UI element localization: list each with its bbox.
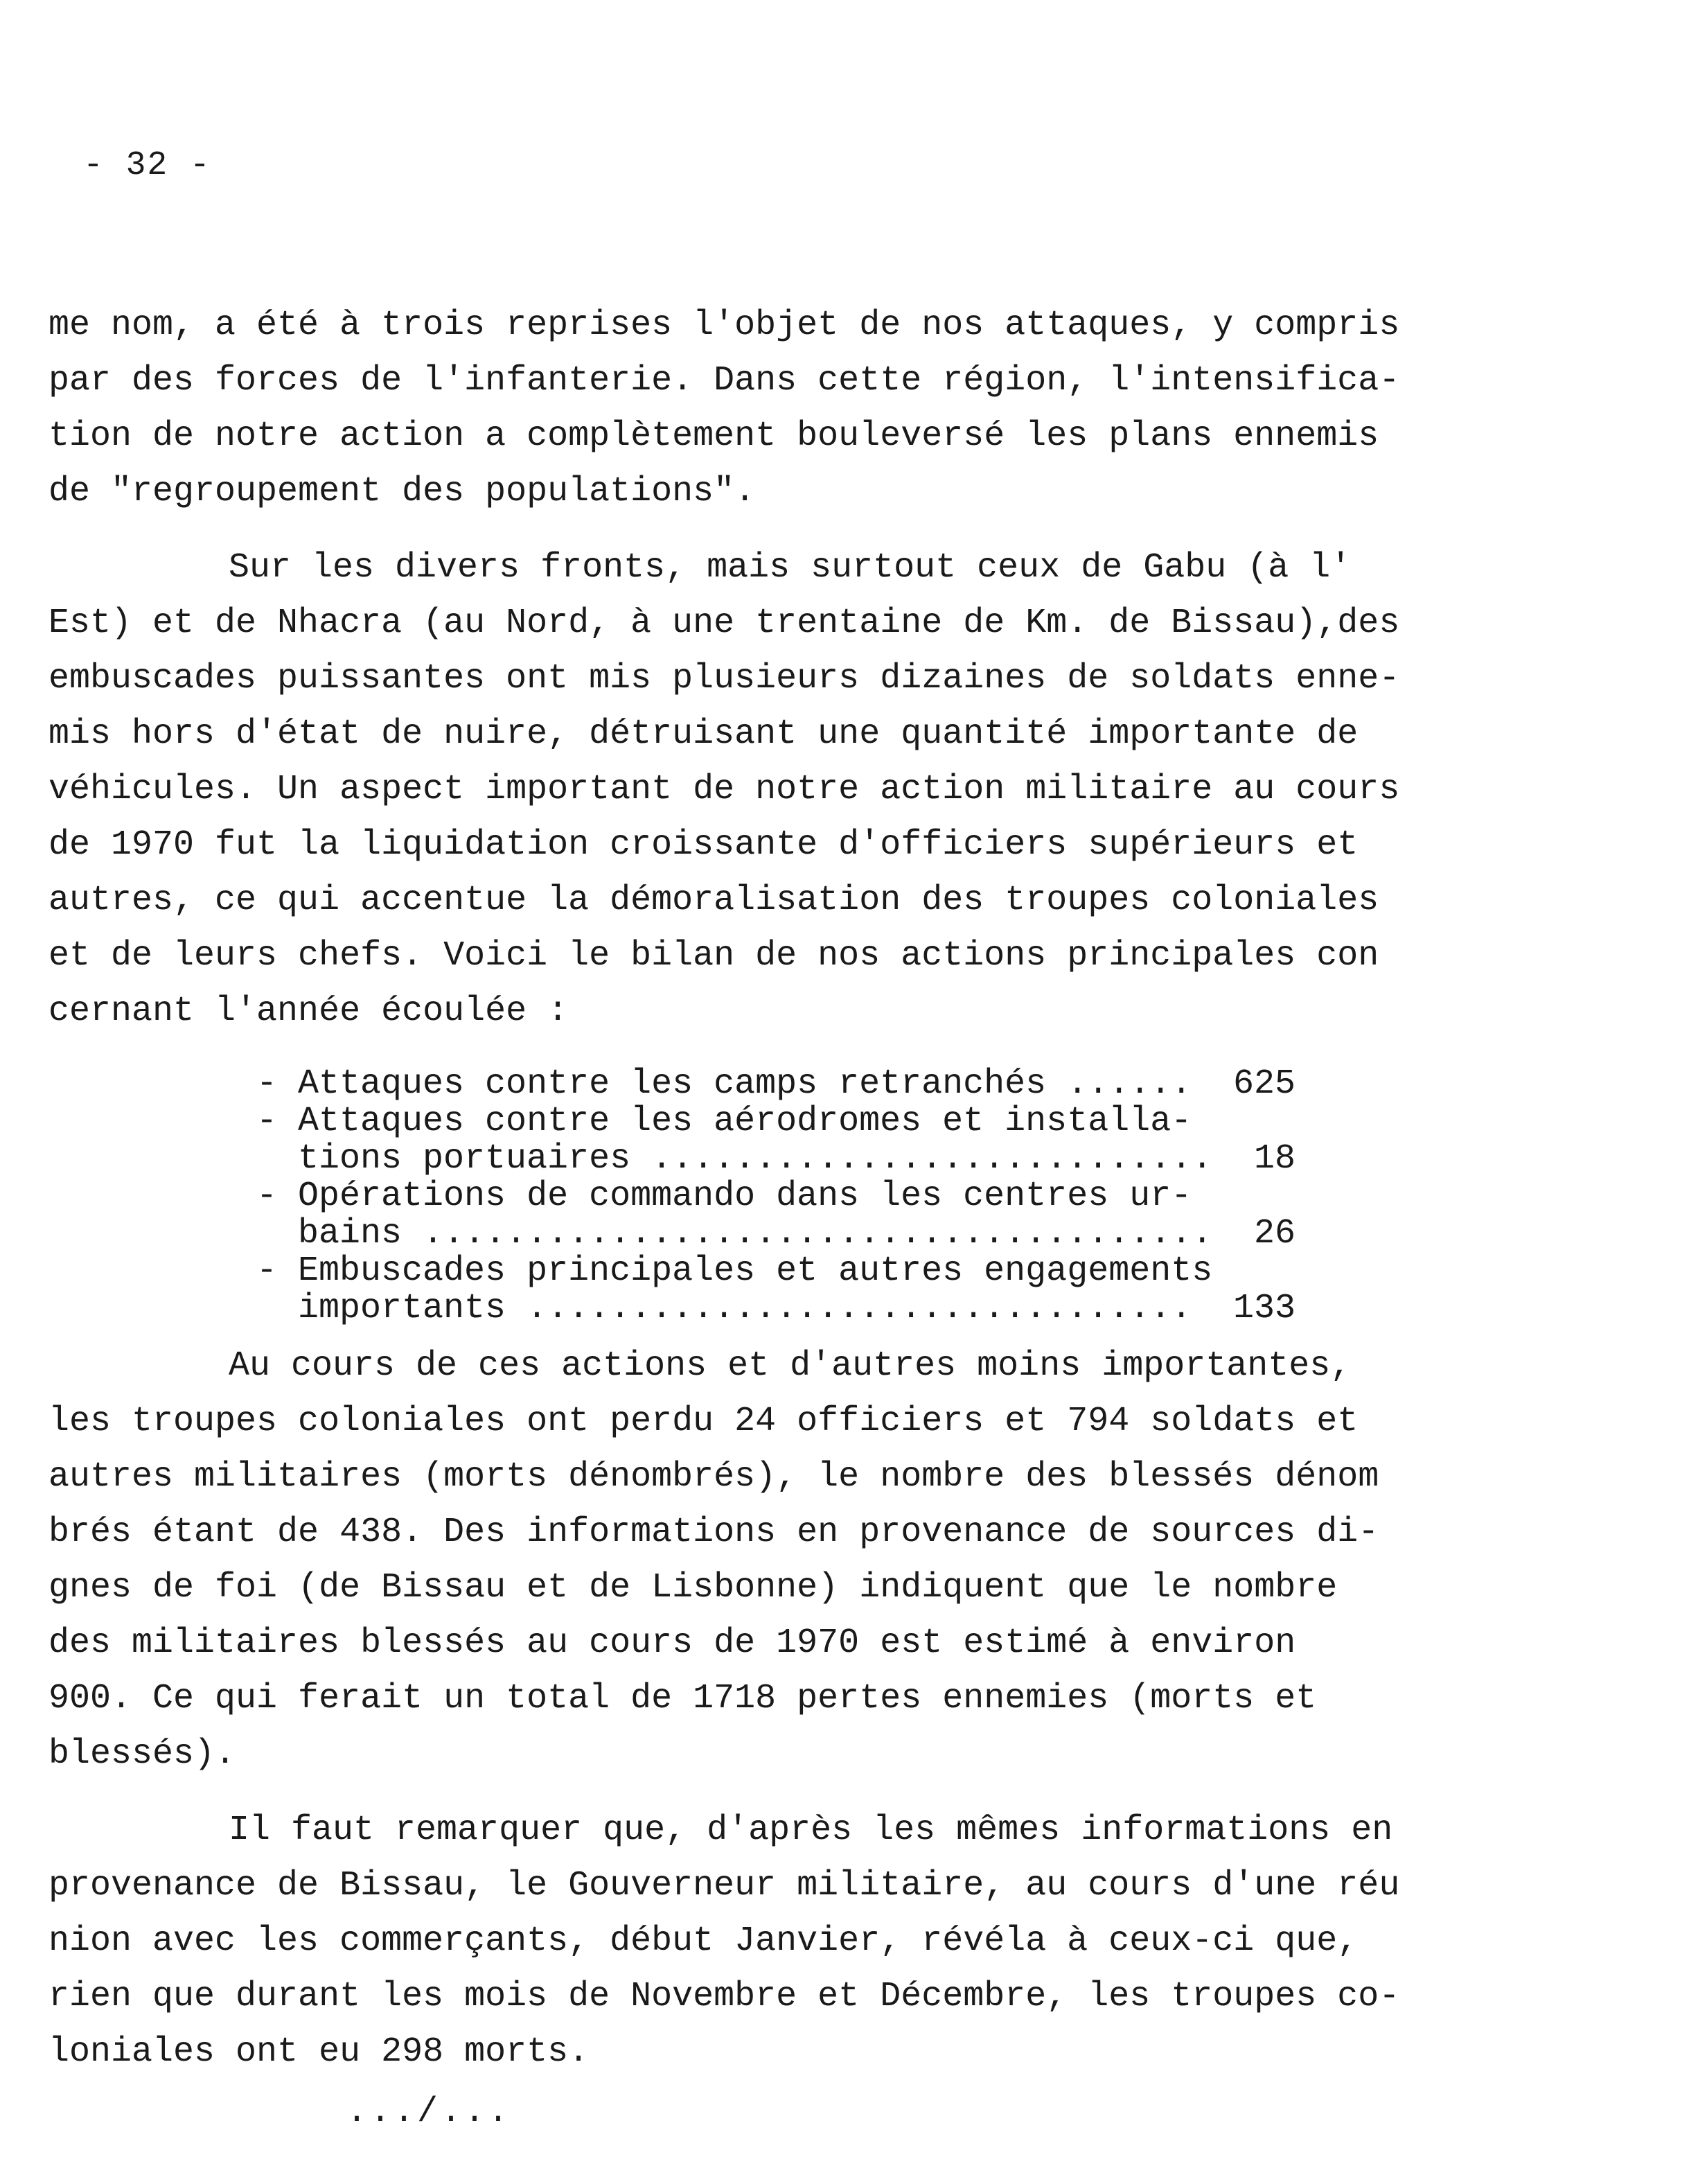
bilan-item-value: 18 bbox=[1253, 1139, 1295, 1179]
text-line: tion de notre action a complètement bouleversé les plans ennemis bbox=[48, 416, 1379, 456]
bilan-item bbox=[256, 1178, 1295, 1253]
paragraph-4 bbox=[48, 1803, 1406, 2080]
bilan-item bbox=[256, 1066, 1295, 1103]
text-line: loniales ont eu 298 morts. bbox=[48, 2032, 590, 2072]
bilan-item bbox=[256, 1253, 1295, 1328]
bilan-list bbox=[256, 1066, 1295, 1328]
bilan-item bbox=[256, 1103, 1295, 1178]
text-line: brés étant de 438. Des informations en provenance de sources di- bbox=[48, 1513, 1379, 1552]
bilan-item-text: - Opérations de commando dans les centres ur- bbox=[256, 1177, 1192, 1216]
text-line: cernant l'année écoulée : bbox=[48, 992, 569, 1031]
text-line: des militaires blessés au cours de 1970 est estimé à environ bbox=[48, 1623, 1296, 1663]
text-line: 900. Ce qui ferait un total de 1718 pertes ennemies (morts et bbox=[48, 1679, 1317, 1718]
bilan-item-value: 133 bbox=[1232, 1289, 1295, 1328]
text-line: me nom, a été à trois reprises l'objet de nos attaques, y compris bbox=[48, 306, 1400, 345]
text-line: provenance de Bissau, le Gouverneur militaire, au cours d'une réu bbox=[48, 1866, 1400, 1905]
text-line: autres militaires (morts dénombrés), le nombre des blessés dénom bbox=[48, 1457, 1379, 1497]
page-number: - 32 - bbox=[83, 147, 211, 184]
text-line: rien que durant les mois de Novembre et Décembre, les troupes co- bbox=[48, 1977, 1400, 2016]
text-line: de "regroupement des populations". bbox=[48, 472, 756, 511]
text-line: gnes de foi (de Bissau et de Lisbonne) indiquent que le nombre bbox=[48, 1568, 1338, 1608]
bilan-item-text: tions portuaires ........................... bbox=[298, 1139, 1213, 1179]
paragraph-2 bbox=[48, 540, 1406, 1039]
bilan-item-text: - Attaques contre les camps retranchés ...... bbox=[256, 1064, 1192, 1104]
text-line: nion avec les commerçants, début Janvier, révéla à ceux-ci que, bbox=[48, 1921, 1359, 1961]
paragraph-1 bbox=[48, 298, 1406, 520]
continuation-mark: .../... bbox=[346, 2093, 512, 2132]
text-line: blessés). bbox=[48, 1734, 236, 1774]
bilan-item-value: 26 bbox=[1253, 1214, 1295, 1253]
text-line: mis hors d'état de nuire, détruisant une quantité importante de bbox=[48, 714, 1359, 754]
paragraph-3 bbox=[48, 1339, 1406, 1782]
text-line: et de leurs chefs. Voici le bilan de nos actions principales con bbox=[48, 936, 1379, 976]
text-line: Est) et de Nhacra (au Nord, à une trentaine de Km. de Bissau),des bbox=[48, 604, 1400, 643]
bilan-item-text: - Embuscades principales et autres engagements bbox=[256, 1251, 1213, 1291]
text-line: par des forces de l'infanterie. Dans cette région, l'intensifica- bbox=[48, 361, 1400, 400]
text-line: embuscades puissantes ont mis plusieurs dizaines de soldats enne- bbox=[48, 659, 1400, 698]
text-line: Il faut remarquer que, d'après les mêmes informations en bbox=[229, 1811, 1393, 1850]
text-line: autres, ce qui accentue la démoralisation des troupes coloniales bbox=[48, 881, 1379, 920]
text-line: les troupes coloniales ont perdu 24 officiers et 794 soldats et bbox=[48, 1402, 1359, 1441]
text-line: véhicules. Un aspect important de notre action militaire au cours bbox=[48, 770, 1400, 809]
text-line: de 1970 fut la liquidation croissante d'officiers supérieurs et bbox=[48, 825, 1359, 865]
bilan-item-text: importants ................................ bbox=[298, 1289, 1192, 1328]
text-line: Sur les divers fronts, mais surtout ceux de Gabu (à l' bbox=[229, 548, 1352, 588]
bilan-item-value: 625 bbox=[1232, 1064, 1295, 1104]
text-line: Au cours de ces actions et d'autres moins importantes, bbox=[229, 1346, 1352, 1386]
bilan-item-text: - Attaques contre les aérodromes et installa- bbox=[256, 1102, 1192, 1141]
bilan-item-text: bains ...................................... bbox=[298, 1214, 1213, 1253]
